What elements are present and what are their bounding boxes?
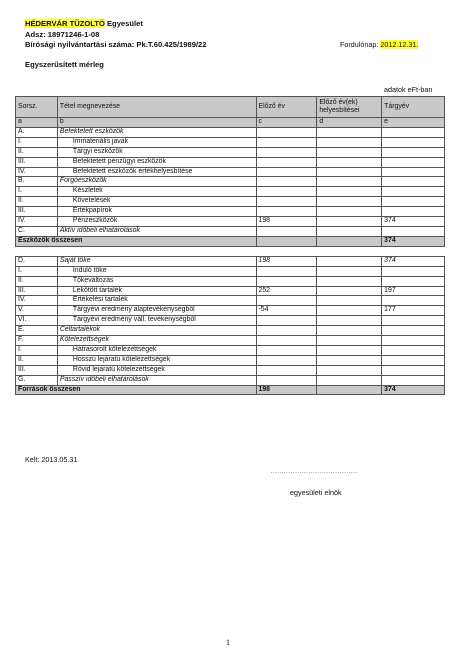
- item-name: Passzív időbeli elhatárolások: [57, 375, 256, 385]
- table-row: [16, 256, 445, 266]
- column-letter: d: [317, 118, 382, 128]
- correction-value: [317, 306, 382, 316]
- table-row: [16, 306, 445, 316]
- correction-value: [317, 375, 382, 385]
- table-row: [16, 157, 445, 167]
- previous-year-value: [256, 336, 317, 346]
- correction-value: [317, 147, 382, 157]
- table-row: [16, 336, 445, 346]
- table-row: [16, 286, 445, 296]
- column-letter: c: [256, 118, 317, 128]
- item-name: Értékpapírok: [57, 207, 256, 217]
- current-year-value: [382, 296, 445, 306]
- previous-year-value: [256, 316, 317, 326]
- table-row: [16, 217, 445, 227]
- correction-value: [317, 177, 382, 187]
- closing-date-line: [340, 40, 418, 49]
- item-name: Tőkeváltozás: [57, 276, 256, 286]
- item-name: Immateriális javak: [57, 137, 256, 147]
- item-name: Befektetett eszközök értékhelyesbítése: [57, 167, 256, 177]
- correction-value: [317, 127, 382, 137]
- previous-year-value: [256, 375, 317, 385]
- previous-year-value: [256, 127, 317, 137]
- item-name: Tárgyévi eredmény váll. tevékenységből: [57, 316, 256, 326]
- row-number: III.: [16, 207, 58, 217]
- correction-value: [317, 336, 382, 346]
- column-letter: a: [16, 118, 58, 128]
- table-row: [16, 187, 445, 197]
- page-number: 1: [226, 638, 230, 647]
- row-number: IV.: [16, 167, 58, 177]
- letter-row: [16, 118, 445, 128]
- row-number: II.: [16, 355, 58, 365]
- organization-name: HÉDERVÁR TŰZOLTÓ: [25, 19, 105, 28]
- previous-year-value: [256, 276, 317, 286]
- previous-year-value: [256, 147, 317, 157]
- table-row: [16, 355, 445, 365]
- correction-value: [317, 276, 382, 286]
- item-name: Rövid lejáratú kötelezettségek: [57, 365, 256, 375]
- item-name: Értékelési tartalék: [57, 296, 256, 306]
- current-year-value: [382, 276, 445, 286]
- correction-value: [317, 167, 382, 177]
- spacer-row: [16, 246, 445, 256]
- current-year-value: [382, 207, 445, 217]
- item-name: Pénzeszközök: [57, 217, 256, 227]
- correction-value: [317, 345, 382, 355]
- correction-value: [317, 197, 382, 207]
- closing-date-value: 2012.12.31.: [380, 40, 419, 49]
- item-name: Tárgyi eszközök: [57, 147, 256, 157]
- current-year-value: [382, 167, 445, 177]
- correction-value: [317, 217, 382, 227]
- previous-year-value: [256, 137, 317, 147]
- current-year-value: [382, 326, 445, 336]
- table-row: [16, 345, 445, 355]
- current-year-value: [382, 316, 445, 326]
- item-name: Induló tőke: [57, 266, 256, 276]
- balance-sheet-body: [16, 97, 445, 395]
- current-year-value: [382, 365, 445, 375]
- spacer-cell: [382, 246, 445, 256]
- column-header: Sorsz.: [16, 97, 58, 118]
- row-number: I.: [16, 345, 58, 355]
- spacer-cell: [256, 246, 317, 256]
- header-row: [16, 97, 445, 118]
- correction-value: [317, 365, 382, 375]
- correction-value: [317, 286, 382, 296]
- table-row: [16, 276, 445, 286]
- spacer-cell: [57, 246, 256, 256]
- table-row: [16, 326, 445, 336]
- tax-number: Adsz: 18971246-1-08: [25, 30, 100, 39]
- previous-year-value: [256, 326, 317, 336]
- previous-year-value: [256, 345, 317, 355]
- table-row: [16, 365, 445, 375]
- row-number: III.: [16, 157, 58, 167]
- current-year-value: [382, 345, 445, 355]
- row-number: E.: [16, 326, 58, 336]
- column-header: Előző év(ek) helyesbítései: [317, 97, 382, 118]
- item-name: Befektetett eszközök: [57, 127, 256, 137]
- organization-type: Egyesület: [104, 19, 143, 28]
- total-previous-year: [256, 236, 317, 246]
- previous-year-value: 198: [256, 256, 317, 266]
- previous-year-value: [256, 177, 317, 187]
- previous-year-value: 198: [256, 217, 317, 227]
- spacer-cell: [16, 246, 58, 256]
- row-number: I.: [16, 187, 58, 197]
- total-correction: [317, 385, 382, 395]
- report-title: Egyszerűsített mérleg: [25, 60, 104, 69]
- total-current-year: 374: [382, 385, 445, 395]
- row-number: III.: [16, 365, 58, 375]
- item-name: Lekötött tartalék: [57, 286, 256, 296]
- column-header: Előző év: [256, 97, 317, 118]
- previous-year-value: [256, 187, 317, 197]
- correction-value: [317, 296, 382, 306]
- correction-value: [317, 137, 382, 147]
- table-row: [16, 167, 445, 177]
- row-number: II.: [16, 276, 58, 286]
- correction-value: [317, 266, 382, 276]
- registry-number: Bírósági nyilvántartási száma: Pk.T.60.425/1989/22: [25, 40, 207, 49]
- item-name: Aktív időbeli elhatárolások: [57, 226, 256, 236]
- item-name: Forgóeszközök: [57, 177, 256, 187]
- current-year-value: [382, 336, 445, 346]
- row-number: IV.: [16, 217, 58, 227]
- table-row: [16, 296, 445, 306]
- current-year-value: [382, 137, 445, 147]
- total-label: Eszközök összesen: [16, 236, 257, 246]
- row-number: IV.: [16, 296, 58, 306]
- current-year-value: [382, 355, 445, 365]
- item-name: Tárgyévi eredmény alaptevékenységből: [57, 306, 256, 316]
- total-label: Források összesen: [16, 385, 257, 395]
- current-year-value: 374: [382, 256, 445, 266]
- column-header: Tétel megnevezése: [57, 97, 256, 118]
- column-letter: b: [57, 118, 256, 128]
- previous-year-value: [256, 167, 317, 177]
- correction-value: [317, 187, 382, 197]
- row-number: G.: [16, 375, 58, 385]
- item-name: Kötelezettségek: [57, 336, 256, 346]
- total-previous-year: 198: [256, 385, 317, 395]
- correction-value: [317, 316, 382, 326]
- item-name: Készletek: [57, 187, 256, 197]
- row-number: V.: [16, 306, 58, 316]
- balance-sheet-table: [15, 96, 445, 395]
- table-row: [16, 375, 445, 385]
- correction-value: [317, 207, 382, 217]
- current-year-value: [382, 127, 445, 137]
- previous-year-value: [256, 365, 317, 375]
- item-name: Saját tőke: [57, 256, 256, 266]
- row-number: C.: [16, 226, 58, 236]
- current-year-value: 177: [382, 306, 445, 316]
- table-row: [16, 197, 445, 207]
- row-number: II.: [16, 197, 58, 207]
- table-row: [16, 226, 445, 236]
- previous-year-value: [256, 197, 317, 207]
- column-header: Tárgyév: [382, 97, 445, 118]
- signatory-title: egyesületi elnök: [290, 488, 342, 497]
- row-number: B.: [16, 177, 58, 187]
- assets-total-row: [16, 236, 445, 246]
- spacer-cell: [317, 246, 382, 256]
- issue-date: Kelt: 2013.05.31: [25, 455, 78, 464]
- previous-year-value: [256, 266, 317, 276]
- previous-year-value: [256, 157, 317, 167]
- organization-line: [25, 19, 143, 28]
- column-letter: e: [382, 118, 445, 128]
- item-name: Befektetett pénzügyi eszközök: [57, 157, 256, 167]
- table-row: [16, 316, 445, 326]
- correction-value: [317, 256, 382, 266]
- row-number: A.: [16, 127, 58, 137]
- item-name: Hátrasorolt kötelezettségek: [57, 345, 256, 355]
- item-name: Céltartalékok: [57, 326, 256, 336]
- table-row: [16, 127, 445, 137]
- row-number: I.: [16, 137, 58, 147]
- previous-year-value: [256, 355, 317, 365]
- current-year-value: 374: [382, 217, 445, 227]
- table-row: [16, 147, 445, 157]
- previous-year-value: [256, 296, 317, 306]
- signature-line: …………………………………: [270, 466, 357, 475]
- table-row: [16, 177, 445, 187]
- current-year-value: 197: [382, 286, 445, 296]
- row-number: VI.: [16, 316, 58, 326]
- current-year-value: [382, 197, 445, 207]
- previous-year-value: [256, 207, 317, 217]
- table-row: [16, 266, 445, 276]
- item-name: Hosszú lejáratú kötelezettségek: [57, 355, 256, 365]
- correction-value: [317, 326, 382, 336]
- current-year-value: [382, 177, 445, 187]
- previous-year-value: [256, 226, 317, 236]
- previous-year-value: 252: [256, 286, 317, 296]
- unit-note: adatok eFt-ban: [384, 85, 433, 94]
- row-number: F.: [16, 336, 58, 346]
- previous-year-value: -54: [256, 306, 317, 316]
- table-row: [16, 207, 445, 217]
- total-current-year: 374: [382, 236, 445, 246]
- row-number: III.: [16, 286, 58, 296]
- liabilities-total-row: [16, 385, 445, 395]
- row-number: I.: [16, 266, 58, 276]
- correction-value: [317, 226, 382, 236]
- item-name: Követelések: [57, 197, 256, 207]
- current-year-value: [382, 187, 445, 197]
- row-number: II.: [16, 147, 58, 157]
- table-row: [16, 137, 445, 147]
- current-year-value: [382, 226, 445, 236]
- current-year-value: [382, 157, 445, 167]
- current-year-value: [382, 147, 445, 157]
- current-year-value: [382, 375, 445, 385]
- total-correction: [317, 236, 382, 246]
- row-number: D.: [16, 256, 58, 266]
- correction-value: [317, 157, 382, 167]
- current-year-value: [382, 266, 445, 276]
- correction-value: [317, 355, 382, 365]
- closing-date-label: Fordulónap:: [340, 40, 379, 49]
